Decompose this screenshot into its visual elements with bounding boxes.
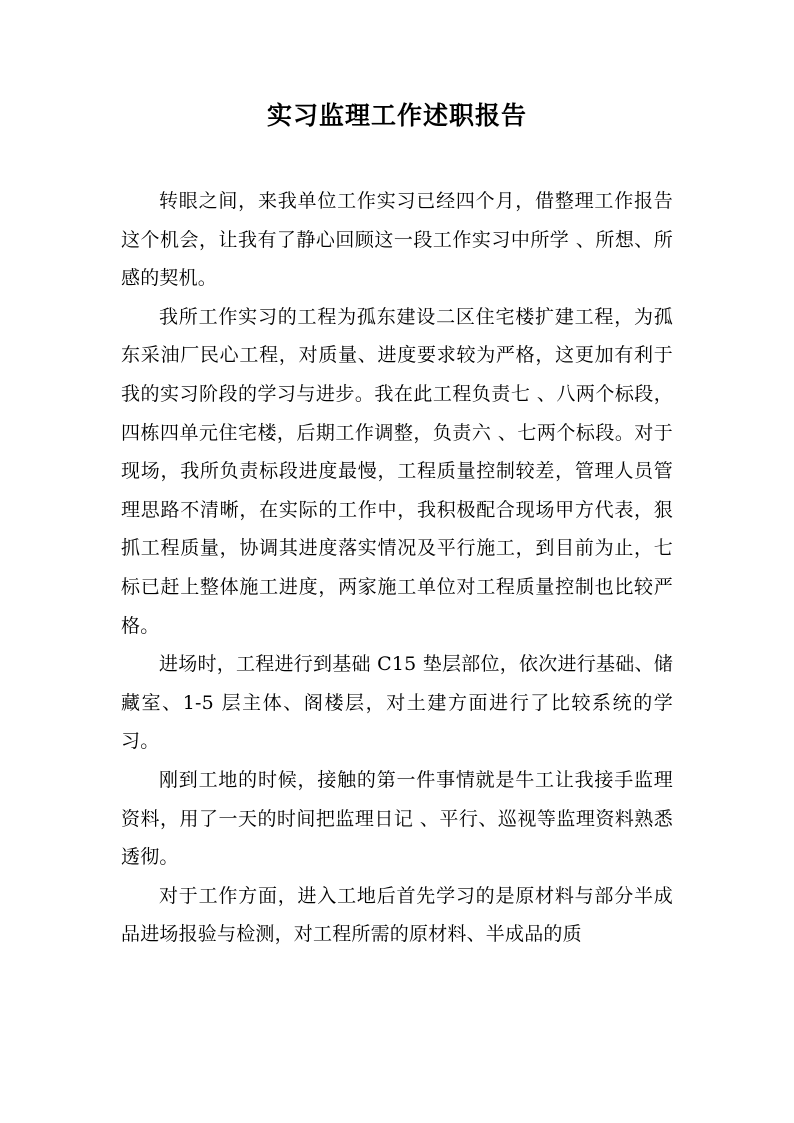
paragraph-2: 我所工作实习的工程为孤东建设二区住宅楼扩建工程，为孤东采油厂民心工程，对质量、进度要求较为严格，这更加有利于我的实习阶段的学习与进步。我在此工程负责七 、八两个标段，四栋四单元住宅楼，后期工作调整，负责六 、七两个标段。对于现场，我所负责标段进度最慢，工程质量控制较差，管理人员管理思路不清晰，在实际的工作中，我积极配合现场甲方代表，狠抓工程质量，协调其进度落实情况及平行施工，到目前为止，七标已赶上整体施工进度，两家施工单位对工程质量控制也比较严格。 [121,305,673,637]
document-title: 实习监理工作述职报告 [266,101,527,130]
paragraph-5: 对于工作方面，进入工地后首先学习的是原材料与部分半成品进场报验与检测，对工程所需的原材料、半成品的质 [121,884,673,946]
paragraph-4: 刚到工地的时候，接触的第一件事情就是牛工让我接手监理资料，用了一天的时间把监理日记 、平行、巡视等监理资料熟悉透彻。 [121,768,673,869]
document-body [121,182,673,954]
paragraph-1: 转眼之间，来我单位工作实习已经四个月，借整理工作报告这个机会，让我有了静心回顾这一段工作实习中所学 、所想、所感的契机。 [121,190,673,290]
paragraph-3: 进场时，工程进行到基础 C15 垫层部位，依次进行基础、储藏室、1-5 层主体、阁楼层，对土建方面进行了比较系统的学习。 [121,653,673,753]
